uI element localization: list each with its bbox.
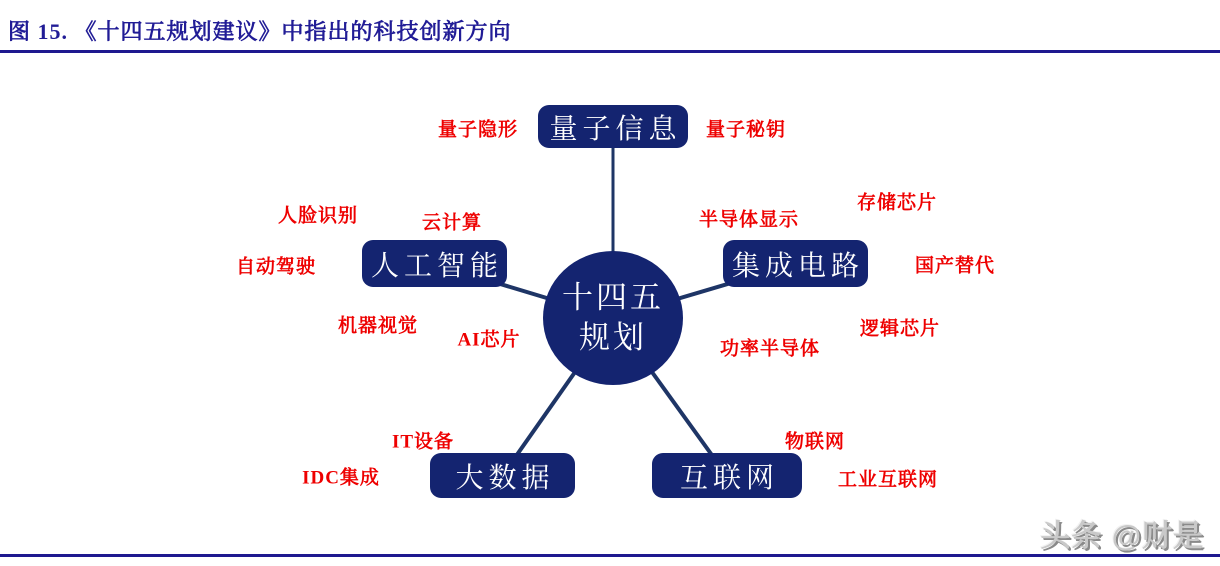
node-big-data: 大数据 bbox=[430, 453, 575, 498]
sub-label-ai-chip: AI芯片 bbox=[457, 329, 521, 351]
center-node-label-line1: 十四五 bbox=[562, 280, 664, 315]
sub-label-idc-integration: IDC集成 bbox=[302, 467, 380, 489]
sub-label-industrial-internet: 工业互联网 bbox=[837, 469, 939, 491]
sub-label-it-equipment: IT设备 bbox=[391, 431, 455, 453]
node-integrated-circuits: 集成电路 bbox=[723, 240, 868, 287]
center-node-plan bbox=[543, 251, 683, 385]
sub-label-quantum-key: 量子秘钥 bbox=[705, 119, 787, 141]
sub-label-autonomous-driving: 自动驾驶 bbox=[235, 256, 317, 278]
sub-label-semiconductor-display: 半导体显示 bbox=[698, 209, 800, 231]
node-internet: 互联网 bbox=[652, 453, 802, 498]
node-quantum-information: 量子信息 bbox=[538, 105, 688, 148]
sub-label-logic-chip: 逻辑芯片 bbox=[859, 318, 941, 340]
sub-label-quantum-teleportation: 量子隐形 bbox=[437, 119, 519, 141]
sub-label-power-semiconductor: 功率半导体 bbox=[719, 338, 821, 360]
center-node-label-line2: 规划 bbox=[579, 320, 647, 355]
figure-title: 图 15. 《十四五规划建议》中指出的科技创新方向 bbox=[8, 19, 512, 44]
sub-label-face-recognition: 人脸识别 bbox=[277, 205, 359, 227]
sub-label-cloud-computing: 云计算 bbox=[421, 212, 483, 234]
node-artificial-intelligence: 人工智能 bbox=[362, 240, 507, 287]
watermark-toutiao: 头条 @财是 bbox=[1040, 520, 1204, 553]
sub-label-machine-vision: 机器视觉 bbox=[337, 315, 419, 337]
sub-label-iot: 物联网 bbox=[784, 431, 846, 453]
sub-label-memory-chip: 存储芯片 bbox=[856, 192, 938, 214]
sub-label-domestic-substitution: 国产替代 bbox=[914, 255, 996, 277]
